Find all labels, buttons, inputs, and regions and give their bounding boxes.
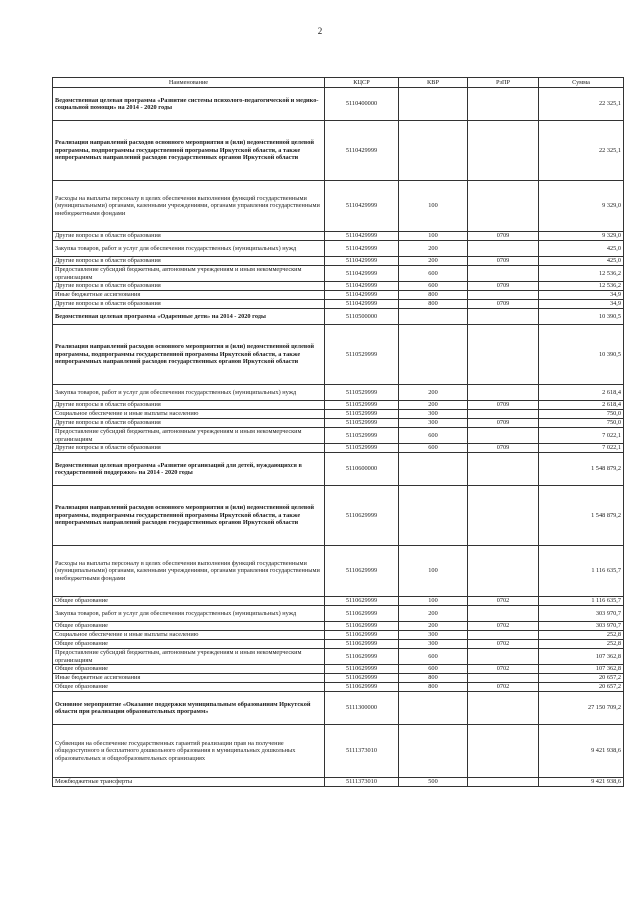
cell-kcsr: 5110429999 — [325, 241, 399, 257]
cell-kcsr: 5110629999 — [325, 597, 399, 606]
table-row — [53, 546, 624, 597]
cell-name: Общее образование — [53, 665, 325, 674]
cell-name: Другие вопросы в области образования — [53, 257, 325, 266]
cell-sum: 9 421 938,6 — [539, 725, 624, 778]
cell-rzpr: 0709 — [468, 444, 539, 453]
cell-name: Общее образование — [53, 597, 325, 606]
cell-rzpr: 0709 — [468, 401, 539, 410]
cell-kcsr: 5111373010 — [325, 725, 399, 778]
cell-rzpr — [468, 121, 539, 181]
cell-rzpr — [468, 181, 539, 232]
cell-kvr: 800 — [399, 683, 468, 692]
cell-sum: 12 536,2 — [539, 266, 624, 282]
cell-name: Социальное обеспечение и иные выплаты населению — [53, 631, 325, 640]
cell-kvr: 300 — [399, 640, 468, 649]
cell-rzpr — [468, 266, 539, 282]
table-row — [53, 232, 624, 241]
cell-rzpr — [468, 649, 539, 665]
cell-kvr: 200 — [399, 401, 468, 410]
table-row — [53, 181, 624, 232]
cell-rzpr — [468, 674, 539, 683]
cell-kvr — [399, 325, 468, 385]
cell-kcsr: 5110629999 — [325, 640, 399, 649]
cell-kvr: 200 — [399, 622, 468, 631]
cell-name: Иные бюджетные ассигнования — [53, 674, 325, 683]
cell-sum: 252,8 — [539, 631, 624, 640]
cell-name: Предоставление субсидий бюджетным, автономным учреждениям и иным некоммерческим организациям — [53, 428, 325, 444]
cell-kcsr: 5110629999 — [325, 665, 399, 674]
cell-sum: 750,0 — [539, 410, 624, 419]
cell-name: Ведомственная целевая программа «Развитие организаций для детей, нуждающихся в государственной поддержке» на 2014 - 2020 годы — [53, 453, 325, 486]
cell-sum: 34,9 — [539, 300, 624, 309]
cell-name: Закупка товаров, работ и услуг для обеспечения государственных (муниципальных) нужд — [53, 385, 325, 401]
cell-name: Другие вопросы в области образования — [53, 401, 325, 410]
cell-kvr — [399, 121, 468, 181]
header-name: Наименование — [53, 78, 325, 88]
cell-kvr: 800 — [399, 674, 468, 683]
cell-kvr: 100 — [399, 181, 468, 232]
cell-sum: 1 548 879,2 — [539, 453, 624, 486]
table-row — [53, 597, 624, 606]
cell-name: Предоставление субсидий бюджетным, автономным учреждениям и иным некоммерческим организациям — [53, 266, 325, 282]
table-row — [53, 291, 624, 300]
table-row — [53, 282, 624, 291]
cell-name: Реализация направлений расходов основного мероприятия и (или) ведомственной целевой программы, подпрограммы государственной программы Иркутской области, а также непрограммных направлений расходов государственных органов Иркутской области — [53, 121, 325, 181]
cell-rzpr — [468, 606, 539, 622]
cell-kvr: 100 — [399, 597, 468, 606]
table-row — [53, 241, 624, 257]
cell-kvr: 600 — [399, 665, 468, 674]
table-row — [53, 453, 624, 486]
cell-name: Закупка товаров, работ и услуг для обеспечения государственных (муниципальных) нужд — [53, 606, 325, 622]
table-header-row — [53, 78, 624, 88]
cell-kcsr: 5110629999 — [325, 622, 399, 631]
cell-sum: 107 362,8 — [539, 665, 624, 674]
cell-sum: 750,0 — [539, 419, 624, 428]
table-row — [53, 631, 624, 640]
table-row — [53, 692, 624, 725]
cell-sum: 1 548 879,2 — [539, 486, 624, 546]
cell-name: Реализация направлений расходов основного мероприятия и (или) ведомственной целевой программы, подпрограммы государственной программы Иркутской области, а также непрограммных направлений расходов государственных органов Иркутской области — [53, 325, 325, 385]
cell-kcsr: 5110529999 — [325, 325, 399, 385]
cell-kvr: 800 — [399, 291, 468, 300]
cell-kvr: 200 — [399, 385, 468, 401]
table-row — [53, 401, 624, 410]
cell-kcsr: 5110629999 — [325, 683, 399, 692]
cell-name: Общее образование — [53, 640, 325, 649]
cell-kcsr: 5110429999 — [325, 282, 399, 291]
cell-name: Реализация направлений расходов основного мероприятия и (или) ведомственной целевой программы, подпрограммы государственной программы Иркутской области, а также непрограммных направлений расходов государственных органов Иркутской области — [53, 486, 325, 546]
cell-rzpr — [468, 453, 539, 486]
cell-kvr — [399, 692, 468, 725]
page-number: 2 — [317, 26, 323, 36]
header-kvr: КВР — [399, 78, 468, 88]
table-row — [53, 419, 624, 428]
cell-rzpr: 0709 — [468, 232, 539, 241]
cell-kcsr: 5110429999 — [325, 300, 399, 309]
cell-kcsr: 5110500000 — [325, 309, 399, 325]
cell-kcsr: 5110629999 — [325, 631, 399, 640]
cell-sum: 10 390,5 — [539, 325, 624, 385]
cell-sum: 2 618,4 — [539, 385, 624, 401]
cell-rzpr — [468, 241, 539, 257]
cell-sum: 9 329,0 — [539, 181, 624, 232]
cell-kvr — [399, 309, 468, 325]
cell-kvr — [399, 725, 468, 778]
table-row — [53, 309, 624, 325]
cell-kcsr: 5110429999 — [325, 121, 399, 181]
cell-sum: 107 362,8 — [539, 649, 624, 665]
cell-rzpr: 0702 — [468, 683, 539, 692]
cell-name: Ведомственная целевая программа «Развитие системы психолого-педагогической и медико-социальной помощи» на 2014 - 2020 годы — [53, 88, 325, 121]
table-row — [53, 385, 624, 401]
cell-sum: 22 325,1 — [539, 121, 624, 181]
cell-rzpr — [468, 410, 539, 419]
cell-name: Иные бюджетные ассигнования — [53, 291, 325, 300]
cell-kvr — [399, 453, 468, 486]
cell-kvr — [399, 486, 468, 546]
cell-rzpr: 0702 — [468, 665, 539, 674]
cell-sum: 425,0 — [539, 257, 624, 266]
cell-kvr: 800 — [399, 300, 468, 309]
budget-table — [52, 77, 624, 787]
table-row — [53, 300, 624, 309]
cell-name: Ведомственная целевая программа «Одаренные дети» на 2014 - 2020 годы — [53, 309, 325, 325]
cell-kcsr: 5110529999 — [325, 401, 399, 410]
cell-name: Межбюджетные трансферты — [53, 778, 325, 787]
table-row — [53, 428, 624, 444]
cell-kcsr: 5110429999 — [325, 291, 399, 300]
table-row — [53, 649, 624, 665]
cell-rzpr: 0702 — [468, 622, 539, 631]
cell-sum: 20 657,2 — [539, 683, 624, 692]
cell-sum: 7 022,1 — [539, 444, 624, 453]
cell-kvr: 600 — [399, 444, 468, 453]
cell-name: Другие вопросы в области образования — [53, 300, 325, 309]
cell-kvr: 300 — [399, 419, 468, 428]
table-row — [53, 665, 624, 674]
cell-rzpr: 0702 — [468, 597, 539, 606]
table-row — [53, 640, 624, 649]
table-row — [53, 410, 624, 419]
cell-rzpr: 0702 — [468, 640, 539, 649]
table-row — [53, 444, 624, 453]
cell-kvr: 200 — [399, 606, 468, 622]
cell-name: Общее образование — [53, 622, 325, 631]
cell-name: Социальное обеспечение и иные выплаты населению — [53, 410, 325, 419]
cell-kvr: 500 — [399, 778, 468, 787]
cell-rzpr — [468, 725, 539, 778]
cell-sum: 34,9 — [539, 291, 624, 300]
table-row — [53, 725, 624, 778]
table-row — [53, 606, 624, 622]
table-row — [53, 674, 624, 683]
cell-kcsr: 5111373010 — [325, 778, 399, 787]
cell-name: Предоставление субсидий бюджетным, автономным учреждениям и иным некоммерческим организациям — [53, 649, 325, 665]
cell-rzpr — [468, 692, 539, 725]
cell-rzpr — [468, 546, 539, 597]
cell-kvr: 600 — [399, 282, 468, 291]
cell-kcsr: 5110629999 — [325, 546, 399, 597]
table-row — [53, 778, 624, 787]
table-row — [53, 622, 624, 631]
header-kcsr: КЦСР — [325, 78, 399, 88]
cell-rzpr — [468, 385, 539, 401]
cell-kcsr: 5110529999 — [325, 385, 399, 401]
table-row — [53, 325, 624, 385]
cell-sum: 425,0 — [539, 241, 624, 257]
cell-rzpr — [468, 291, 539, 300]
cell-kcsr: 5110429999 — [325, 266, 399, 282]
cell-sum: 22 325,1 — [539, 88, 624, 121]
cell-name: Другие вопросы в области образования — [53, 419, 325, 428]
header-rzpr: РзПР — [468, 78, 539, 88]
cell-sum: 9 421 938,6 — [539, 778, 624, 787]
cell-rzpr — [468, 325, 539, 385]
cell-sum: 12 536,2 — [539, 282, 624, 291]
cell-rzpr — [468, 428, 539, 444]
cell-rzpr — [468, 486, 539, 546]
cell-kvr: 200 — [399, 241, 468, 257]
cell-kcsr: 5110400000 — [325, 88, 399, 121]
table-row — [53, 486, 624, 546]
cell-kvr: 600 — [399, 266, 468, 282]
cell-sum: 10 390,5 — [539, 309, 624, 325]
cell-sum: 20 657,2 — [539, 674, 624, 683]
cell-kcsr: 5110629999 — [325, 649, 399, 665]
cell-sum: 27 150 709,2 — [539, 692, 624, 725]
cell-rzpr — [468, 88, 539, 121]
cell-kcsr: 5110600000 — [325, 453, 399, 486]
cell-kcsr: 5111300000 — [325, 692, 399, 725]
cell-name: Основное мероприятие «Оказание поддержки муниципальным образованиям Иркутской области при реализации образовательных программ» — [53, 692, 325, 725]
cell-rzpr: 0709 — [468, 419, 539, 428]
cell-kvr: 100 — [399, 232, 468, 241]
cell-kcsr: 5110429999 — [325, 257, 399, 266]
table-row — [53, 257, 624, 266]
cell-rzpr — [468, 778, 539, 787]
cell-kvr: 100 — [399, 546, 468, 597]
cell-kcsr: 5110629999 — [325, 674, 399, 683]
cell-name: Другие вопросы в области образования — [53, 444, 325, 453]
cell-kvr: 600 — [399, 649, 468, 665]
cell-kcsr: 5110629999 — [325, 486, 399, 546]
cell-sum: 252,8 — [539, 640, 624, 649]
table-row — [53, 683, 624, 692]
cell-kvr: 300 — [399, 410, 468, 419]
cell-name: Закупка товаров, работ и услуг для обеспечения государственных (муниципальных) нужд — [53, 241, 325, 257]
cell-kvr — [399, 88, 468, 121]
cell-name: Расходы на выплаты персоналу в целях обеспечения выполнения функций государственными (муниципальными) органами, казенными учреждениями, органами управления государственными внебюджетными фондами — [53, 546, 325, 597]
cell-name: Другие вопросы в области образования — [53, 232, 325, 241]
table-row — [53, 266, 624, 282]
cell-kvr: 200 — [399, 257, 468, 266]
cell-sum: 9 329,0 — [539, 232, 624, 241]
cell-kcsr: 5110429999 — [325, 181, 399, 232]
cell-rzpr: 0709 — [468, 282, 539, 291]
cell-name: Другие вопросы в области образования — [53, 282, 325, 291]
cell-kcsr: 5110529999 — [325, 428, 399, 444]
cell-rzpr: 0709 — [468, 257, 539, 266]
cell-sum: 1 116 635,7 — [539, 546, 624, 597]
cell-kcsr: 5110629999 — [325, 606, 399, 622]
cell-kcsr: 5110529999 — [325, 419, 399, 428]
cell-rzpr — [468, 309, 539, 325]
cell-sum: 2 618,4 — [539, 401, 624, 410]
cell-sum: 7 022,1 — [539, 428, 624, 444]
cell-sum: 303 970,7 — [539, 622, 624, 631]
cell-rzpr: 0709 — [468, 300, 539, 309]
cell-sum: 303 970,7 — [539, 606, 624, 622]
cell-sum: 1 116 635,7 — [539, 597, 624, 606]
cell-kvr: 300 — [399, 631, 468, 640]
header-sum: Сумма — [539, 78, 624, 88]
table-row — [53, 121, 624, 181]
cell-kvr: 600 — [399, 428, 468, 444]
cell-kcsr: 5110529999 — [325, 444, 399, 453]
cell-name: Субвенция на обеспечение государственных гарантий реализации прав на получение общедоступного и бесплатного дошкольного образования в муниципальных дошкольных образовательных и общеобразовательных организациях — [53, 725, 325, 778]
table-row — [53, 88, 624, 121]
cell-kcsr: 5110529999 — [325, 410, 399, 419]
cell-name: Общее образование — [53, 683, 325, 692]
cell-kcsr: 5110429999 — [325, 232, 399, 241]
cell-name: Расходы на выплаты персоналу в целях обеспечения выполнения функций государственными (муниципальными) органами, казенными учреждениями, органами управления государственными внебюджетными фондами — [53, 181, 325, 232]
cell-rzpr — [468, 631, 539, 640]
